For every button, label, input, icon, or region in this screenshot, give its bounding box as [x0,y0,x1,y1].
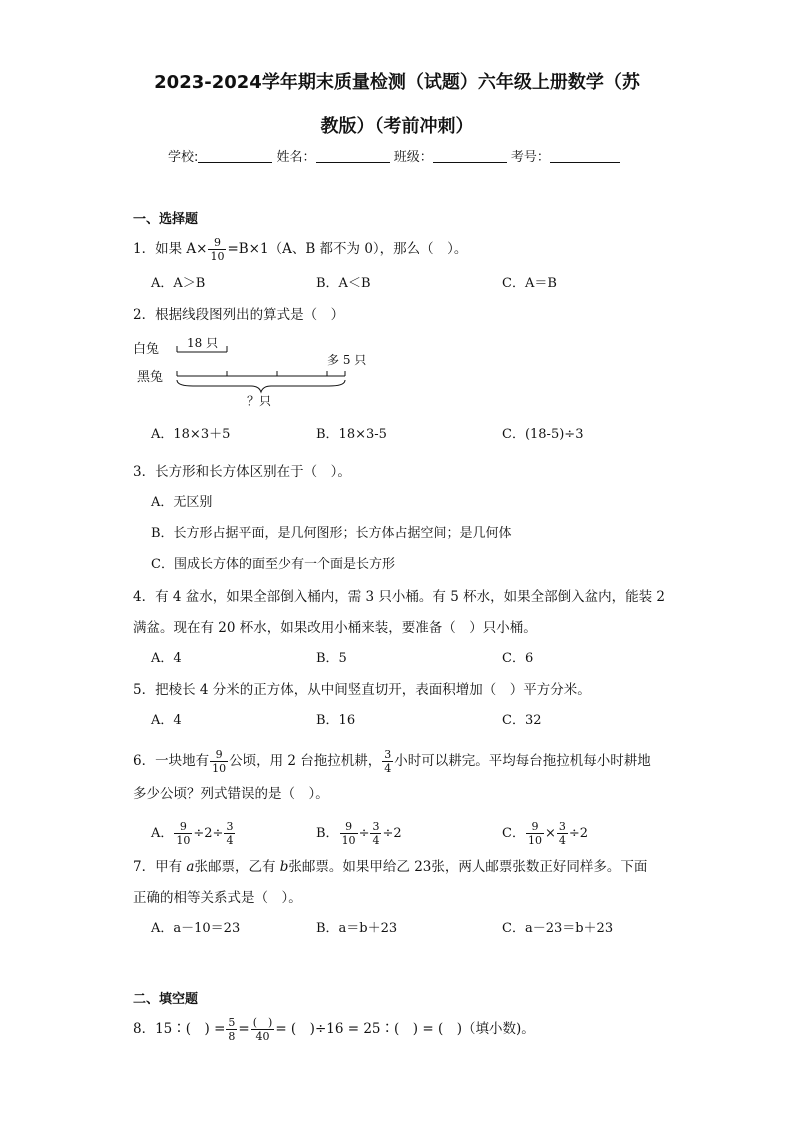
question-4-line2: 满盆。现在有 20 杯水，如果改用小桶来装，要准备（ ）只小桶。 [133,620,537,636]
segment-diagram [133,334,393,414]
q6-option-b[interactable]: B． $\frac{9}{10}$ ÷ $\frac{3}{4}$ ÷2 [316,820,402,847]
question-2: 2．根据线段图列出的算式是（ ） [133,307,345,323]
q7-option-c[interactable]: C．a－23＝b＋23 [502,921,614,936]
question-7-line1: 7．甲有 a张邮票，乙有 b张邮票。如果甲给乙 23张，两人邮票张数正好同样多。下面 [133,859,648,875]
q2-option-b[interactable]: B．18×3-5 [316,427,387,442]
q1-text-pre: 1．如果 A× [133,241,208,257]
page-title-line2: 教版）（考前冲刺） [320,116,474,137]
q7-option-a[interactable]: A．a－10＝23 [151,921,241,936]
name-blank[interactable] [316,148,390,163]
q4-option-b[interactable]: B．5 [316,651,347,666]
section-fill-blank: 二、填空题 [133,992,199,1007]
q5-option-b[interactable]: B．16 [316,713,356,728]
q3-option-a[interactable]: A．无区别 [151,495,213,510]
q4-option-c[interactable]: C．6 [502,651,534,666]
q1-option-b[interactable]: B．A＜B [316,276,371,291]
number-label: 考号： [510,150,550,165]
q6-option-a[interactable]: A． $\frac{9}{10}$ ÷2÷ $\frac{3}{4}$ [151,820,234,847]
question-6-line1: 6．一块地有 $\frac{9}{10}$ 公顷，用 2 台拖拉机耕， $\frac{3}{4}$ 小时可以耕完。平均每台拖拉机每小时耕地 [133,748,651,775]
q7-option-b[interactable]: B．a＝b＋23 [316,921,398,936]
question-8: 8．15∶( ) = $\frac{5}{8}$ = ( ) 40 = ( )÷16 = 25∶( ) = ( )（填小数)。 [133,1016,535,1043]
q1-option-c[interactable]: C．A＝B [502,276,557,291]
name-label: 姓名： [276,150,316,165]
q5-option-c[interactable]: C．32 [502,713,542,728]
number-blank[interactable] [550,148,620,163]
q4-option-a[interactable]: A．4 [151,651,182,666]
q1-fraction: $\frac{9}{10}$ [210,236,225,263]
q6-fraction-area: $\frac{9}{10}$ [212,748,227,775]
question-5: 5．把棱长 4 分米的正方体，从中间竖直切开，表面积增加（ ）平方分米。 [133,682,591,698]
label-black-rabbit: 黑兔 [137,370,164,385]
segment-lines [133,334,393,414]
question-6-line2: 多少公顷？列式错误的是（ ）。 [133,786,329,802]
q6-option-c[interactable]: C． $\frac{9}{10}$ × $\frac{3}{4}$ ÷2 [502,820,589,847]
q1-text-post: =B×1（A、B 都不为 0），那么（ ）。 [227,241,468,257]
q5-option-a[interactable]: A．4 [151,713,182,728]
q6-fraction-time: $\frac{3}{4}$ [384,748,392,775]
q2-option-a[interactable]: A．18×3＋5 [151,427,231,442]
label-question: ？只 [247,394,272,408]
q1-option-a[interactable]: A．A＞B [151,276,206,291]
page-title-line1: 2023-2024学年期末质量检测（试题）六年级上册数学（苏 [154,72,640,93]
q2-option-c[interactable]: C．(18-5)÷3 [502,427,584,442]
student-info-row [168,146,620,165]
question-3: 3．长方形和长方体区别在于（ ）。 [133,464,351,480]
q3-option-b[interactable]: B．长方形占据平面，是几何图形；长方体占据空间；是几何体 [151,526,512,541]
school-blank[interactable] [198,148,272,163]
label-more-5: 多 5 只 [327,353,367,367]
q3-option-c[interactable]: C．围成长方体的面至少有一个面是长方形 [151,557,395,572]
class-blank[interactable] [433,148,507,163]
question-1 [133,236,467,263]
section-choice: 一、选择题 [133,212,199,227]
question-4-line1: 4．有 4 盆水，如果全部倒入桶内，需 3 只小桶。有 5 杯水，如果全部倒入盆内，能装 2 [133,589,665,605]
label-18: 18 只 [187,336,219,350]
class-label: 班级： [393,150,433,165]
label-white-rabbit: 白兔 [133,342,160,357]
question-7-line2: 正确的相等关系式是（ ）。 [133,890,302,906]
school-label: 学校: [168,150,199,165]
